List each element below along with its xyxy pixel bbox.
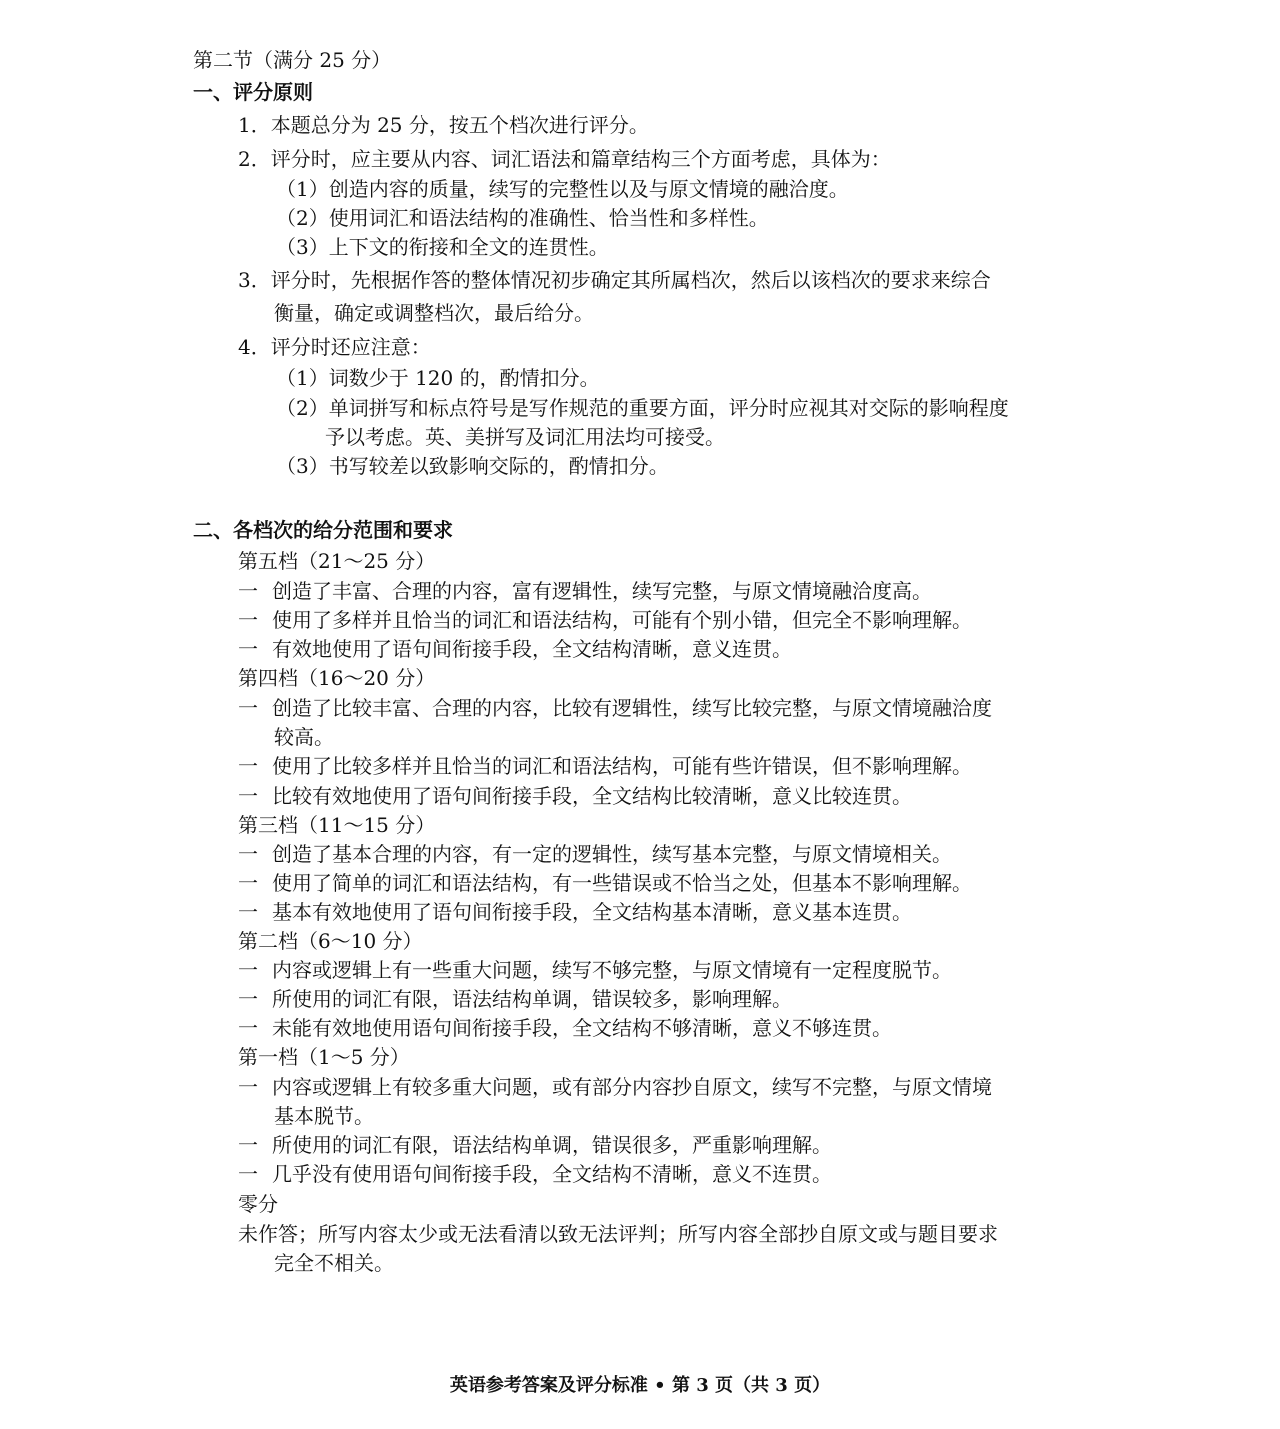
- zero-line: 未作答；所写内容太少或无法看清以致无法评判；所写内容全部抄自原文或与题目要求: [238, 1222, 998, 1246]
- principle-3: 3．评分时，先根据作答的整体情况初步确定其所属档次，然后以该档次的要求来综合: [238, 268, 991, 292]
- principle-2-2: （2）使用词汇和语法结构的准确性、恰当性和多样性。: [276, 206, 769, 230]
- grade-5-heading: 第五档（21～25 分）: [238, 549, 436, 573]
- grade-5-line: 一 创造了丰富、合理的内容，富有逻辑性，续写完整，与原文情境融洽度高。: [238, 579, 932, 603]
- grade-2-line: 一 未能有效地使用语句间衔接手段，全文结构不够清晰，意义不够连贯。: [238, 1016, 892, 1040]
- dash-bullet: 一: [238, 696, 258, 720]
- principle-4-1: （1）词数少于 120 的，酌情扣分。: [276, 366, 600, 390]
- principle-2: 2．评分时，应主要从内容、词汇语法和篇章结构三个方面考虑，具体为：: [238, 147, 891, 171]
- grade-2-line: 一 所使用的词汇有限，语法结构单调，错误较多，影响理解。: [238, 987, 792, 1011]
- grade-4-line: 一 比较有效地使用了语句间衔接手段，全文结构比较清晰，意义比较连贯。: [238, 784, 912, 808]
- dash-bullet: 一: [238, 784, 258, 808]
- dash-bullet: 一: [238, 1162, 258, 1186]
- grade-1-line-cont: 基本脱节。: [274, 1104, 374, 1128]
- principle-4-2: （2）单词拼写和标点符号是写作规范的重要方面，评分时应视其对交际的影响程度: [276, 396, 1009, 420]
- grade-4-line: 一 使用了比较多样并且恰当的词汇和语法结构，可能有些许错误，但不影响理解。: [238, 754, 972, 778]
- section-header: 第二节（满分 25 分）: [193, 48, 392, 72]
- dash-bullet: 一: [238, 1075, 258, 1099]
- grade-2-heading: 第二档（6～10 分）: [238, 929, 423, 953]
- dash-bullet: 一: [238, 900, 258, 924]
- grade-3-line: 一 使用了简单的词汇和语法结构，有一些错误或不恰当之处，但基本不影响理解。: [238, 871, 972, 895]
- dash-bullet: 一: [238, 842, 258, 866]
- grade-4-heading: 第四档（16～20 分）: [238, 666, 436, 690]
- principle-3-cont: 衡量，确定或调整档次，最后给分。: [274, 301, 594, 325]
- principle-4-2-cont: 予以考虑。英、美拼写及词汇用法均可接受。: [325, 425, 725, 449]
- principle-1: 1．本题总分为 25 分，按五个档次进行评分。: [238, 113, 649, 137]
- grade-3-heading: 第三档（11～15 分）: [238, 813, 436, 837]
- grade-1-line: 一 所使用的词汇有限，语法结构单调，错误很多，严重影响理解。: [238, 1133, 832, 1157]
- principle-2-3: （3）上下文的衔接和全文的连贯性。: [276, 235, 609, 259]
- grade-3-line: 一 基本有效地使用了语句间衔接手段，全文结构基本清晰，意义基本连贯。: [238, 900, 912, 924]
- grade-4-line-cont: 较高。: [274, 725, 334, 749]
- grade-5-line: 一 有效地使用了语句间衔接手段，全文结构清晰，意义连贯。: [238, 637, 792, 661]
- part2-title: 二、各档次的给分范围和要求: [193, 518, 453, 542]
- dash-bullet: 一: [238, 1016, 258, 1040]
- grade-1-line: 一 内容或逻辑上有较多重大问题，或有部分内容抄自原文，续写不完整，与原文情境: [238, 1075, 992, 1099]
- grade-5-line: 一 使用了多样并且恰当的词汇和语法结构，可能有个别小错，但完全不影响理解。: [238, 608, 972, 632]
- zero-heading: 零分: [238, 1192, 278, 1216]
- grade-1-heading: 第一档（1～5 分）: [238, 1045, 410, 1069]
- dash-bullet: 一: [238, 579, 258, 603]
- principle-4: 4．评分时还应注意：: [238, 335, 431, 359]
- dash-bullet: 一: [238, 754, 258, 778]
- grade-3-line: 一 创造了基本合理的内容，有一定的逻辑性，续写基本完整，与原文情境相关。: [238, 842, 952, 866]
- grade-1-line: 一 几乎没有使用语句间衔接手段，全文结构不清晰，意义不连贯。: [238, 1162, 832, 1186]
- page-footer: 英语参考答案及评分标准 • 第 3 页（共 3 页）: [449, 1375, 831, 1396]
- dash-bullet: 一: [238, 637, 258, 661]
- dash-bullet: 一: [238, 1133, 258, 1157]
- zero-line-cont: 完全不相关。: [274, 1251, 394, 1275]
- principle-2-1: （1）创造内容的质量，续写的完整性以及与原文情境的融洽度。: [276, 177, 849, 201]
- dash-bullet: 一: [238, 987, 258, 1011]
- dash-bullet: 一: [238, 871, 258, 895]
- grade-4-line: 一 创造了比较丰富、合理的内容，比较有逻辑性，续写比较完整，与原文情境融洽度: [238, 696, 992, 720]
- grade-2-line: 一 内容或逻辑上有一些重大问题，续写不够完整，与原文情境有一定程度脱节。: [238, 958, 952, 982]
- dash-bullet: 一: [238, 608, 258, 632]
- dash-bullet: 一: [238, 958, 258, 982]
- principle-4-3: （3）书写较差以致影响交际的，酌情扣分。: [276, 454, 669, 478]
- part1-title: 一、评分原则: [193, 80, 313, 104]
